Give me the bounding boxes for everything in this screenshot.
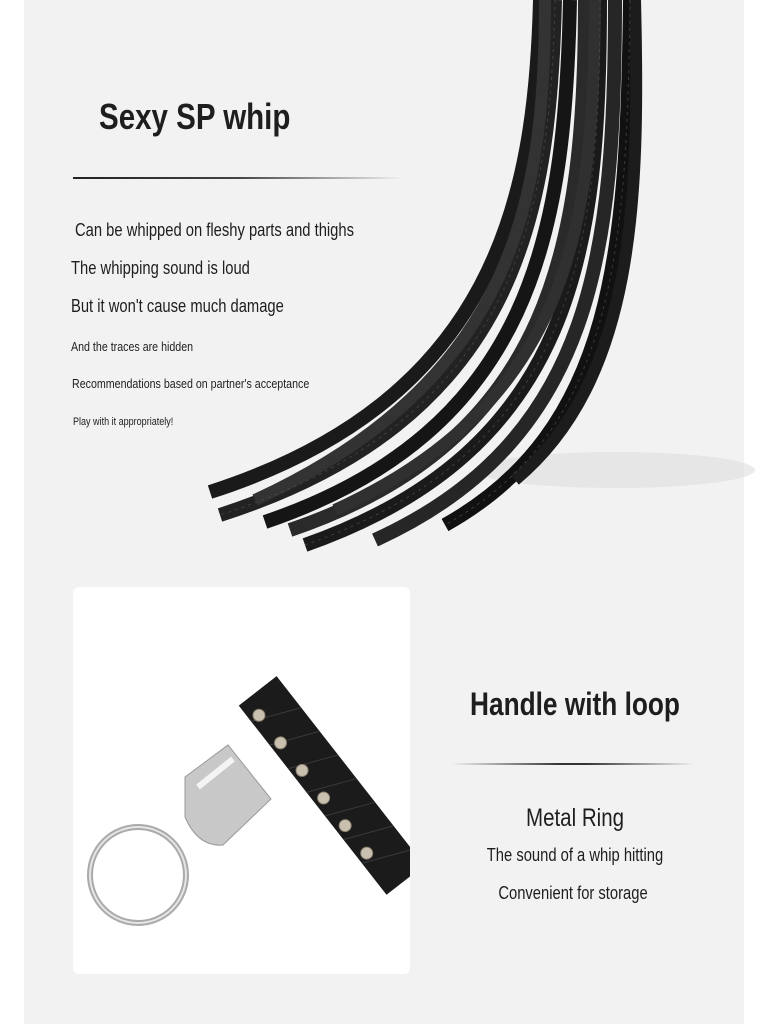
divider — [73, 177, 403, 179]
section-title: Handle with loop — [470, 686, 680, 722]
section-title: Sexy SP whip — [99, 96, 291, 137]
feature-text: The whipping sound is loud — [71, 258, 250, 278]
feature-text: Convenient for storage — [498, 883, 648, 903]
feature-subtitle: Metal Ring — [526, 804, 624, 832]
whip-tassel-image — [195, 0, 755, 560]
feature-text: Can be whipped on fleshy parts and thighs — [75, 220, 354, 240]
handle-image — [73, 587, 410, 974]
feature-text: The sound of a whip hitting — [486, 845, 664, 865]
divider — [452, 763, 694, 765]
feature-text: But it won't cause much damage — [71, 296, 284, 316]
feature-text: And the traces are hidden — [71, 339, 194, 354]
feature-text: Recommendations based on partner's acceptance — [72, 376, 310, 391]
feature-text: Play with it appropriately! — [73, 416, 174, 428]
